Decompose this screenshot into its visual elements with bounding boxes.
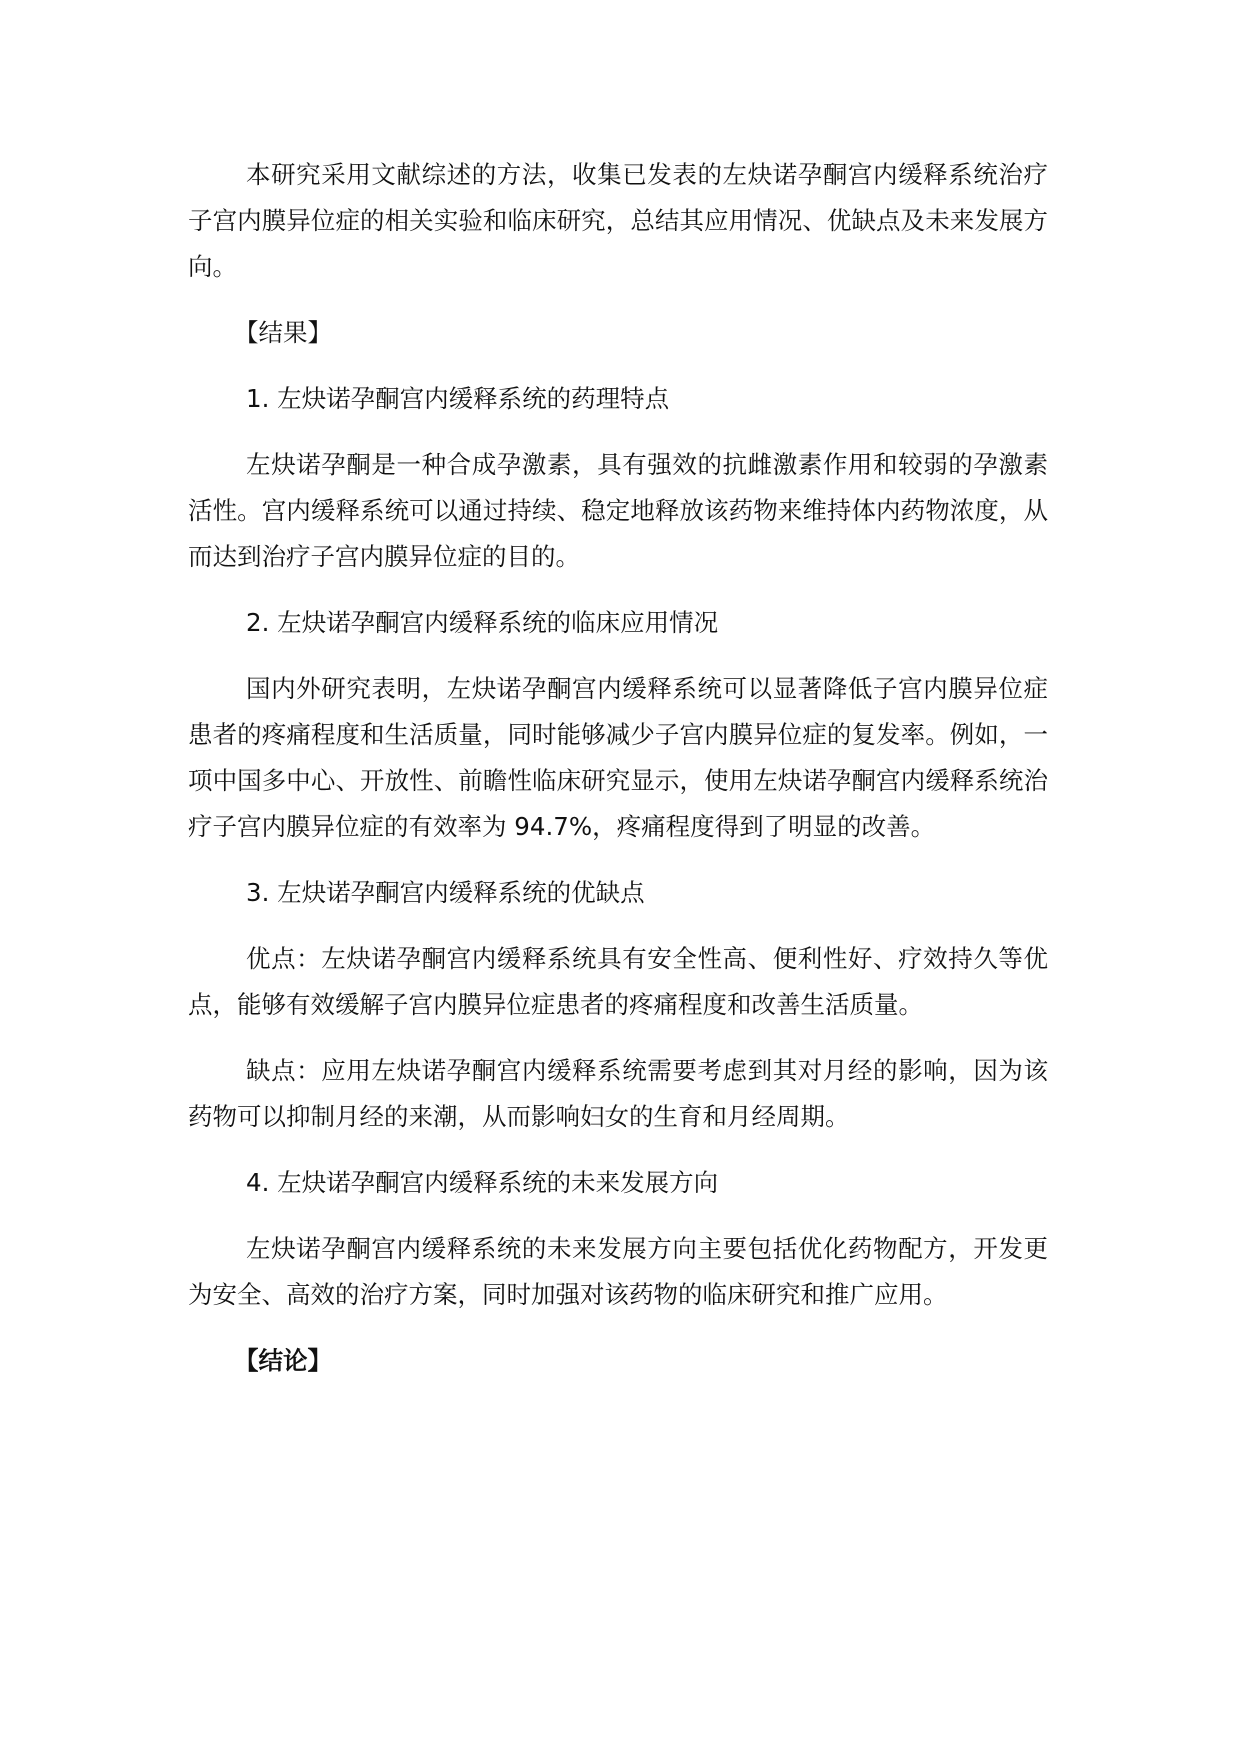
intro-paragraph: 本研究采用文献综述的方法，收集已发表的左炔诺孕酮宫内缓释系统治疗子宫内膜异位症的相关实验和临床研究，总结其应用情况、优缺点及未来发展方向。 [188,160,1048,281]
section-3-advantages-paragraph: 优点：左炔诺孕酮宫内缓释系统具有安全性高、便利性好、疗效持久等优点，能够有效缓解子宫内膜异位症患者的疼痛程度和改善生活质量。 [188,944,1048,1019]
section-1-title: 1. 左炔诺孕酮宫内缓释系统的药理特点 [246,384,670,413]
section-4-title: 4. 左炔诺孕酮宫内缓释系统的未来发展方向 [246,1168,719,1197]
results-heading: 【结果】 [234,318,332,347]
section-3-disadvantages-paragraph: 缺点：应用左炔诺孕酮宫内缓释系统需要考虑到其对月经的影响，因为该药物可以抑制月经的来潮，从而影响妇女的生育和月经周期。 [188,1056,1048,1131]
section-2-paragraph: 国内外研究表明，左炔诺孕酮宫内缓释系统可以显著降低子宫内膜异位症患者的疼痛程度和生活质量，同时能够减少子宫内膜异位症的复发率。例如，一项中国多中心、开放性、前瞻性临床研究显示，使用左炔诺孕酮宫内缓释系统治疗子宫内膜异位症的有效率为 94.7%，疼痛程度得到了明显的改善。 [188,674,1048,841]
section-2-title: 2. 左炔诺孕酮宫内缓释系统的临床应用情况 [246,608,719,637]
section-4-paragraph: 左炔诺孕酮宫内缓释系统的未来发展方向主要包括优化药物配方，开发更为安全、高效的治疗方案，同时加强对该药物的临床研究和推广应用。 [188,1234,1048,1309]
section-1-paragraph: 左炔诺孕酮是一种合成孕激素，具有强效的抗雌激素作用和较弱的孕激素活性。宫内缓释系统可以通过持续、稳定地释放该药物来维持体内药物浓度，从而达到治疗子宫内膜异位症的目的。 [188,450,1048,571]
section-3-title: 3. 左炔诺孕酮宫内缓释系统的优缺点 [246,878,645,907]
document-body [188,152,1048,1404]
conclusion-heading: 【结论】 [234,1346,332,1375]
